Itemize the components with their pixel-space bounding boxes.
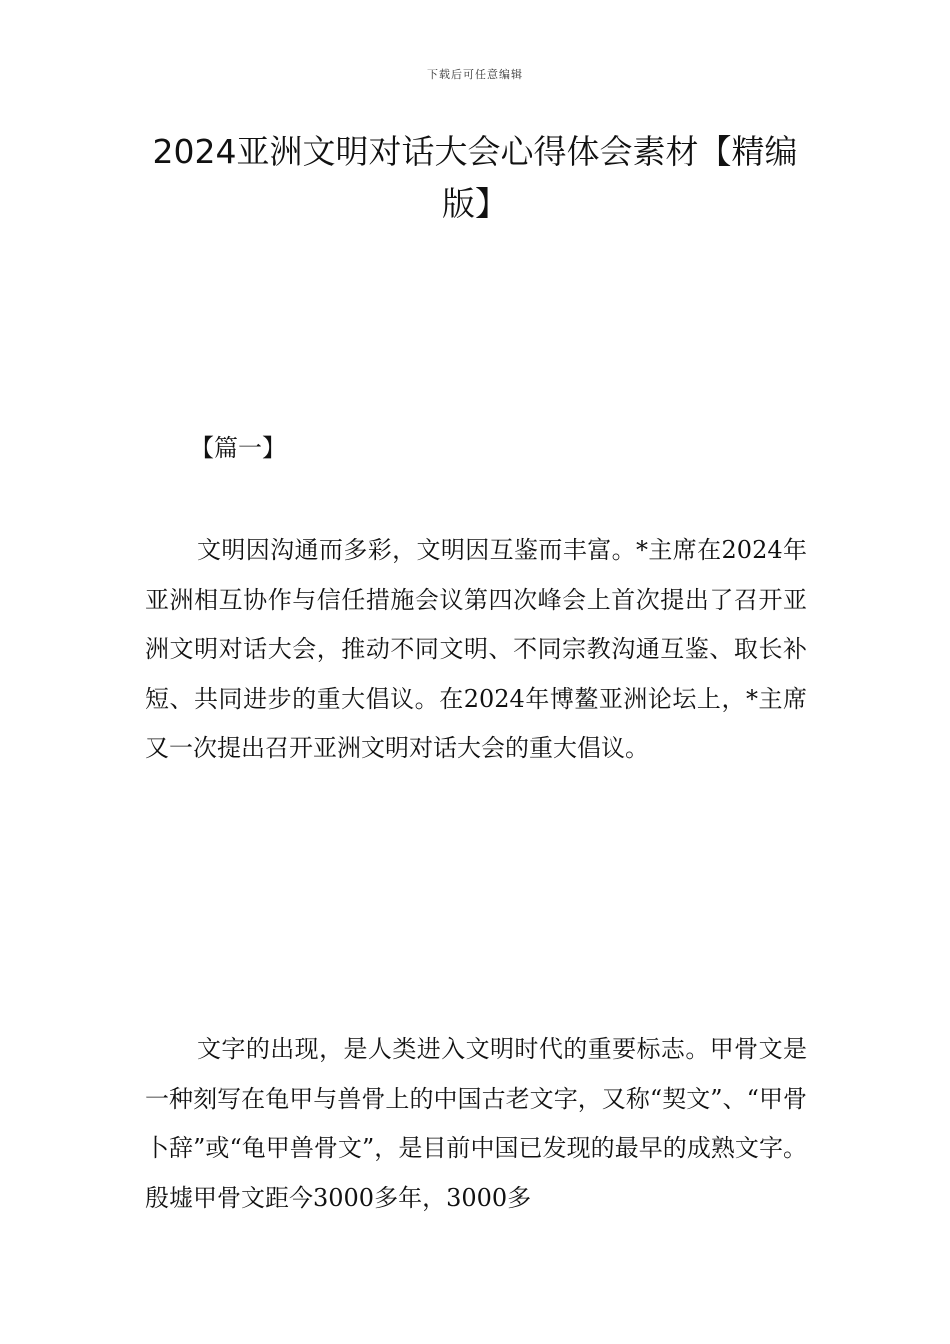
body-paragraph: 文字的出现，是人类进入文明时代的重要标志。甲骨文是一种刻写在龟甲与兽骨上的中国古老文字，又称“契文”、“甲骨卜辞”或“龟甲兽骨文”，是目前中国已发现的最早的成熟文字。殷墟甲骨文距今3000多年，3000多 [145, 1035, 807, 1212]
document-title: 2024亚洲文明对话大会心得体会素材【精编版】 [152, 132, 798, 223]
section-label: 【篇一】 [190, 434, 286, 462]
body-paragraph: 文明因沟通而多彩，文明因互鉴而丰富。*主席在2024年亚洲相互协作与信任措施会议第四次峰会上首次提出了召开亚洲文明对话大会，推动不同文明、不同宗教沟通互鉴、取长补短、共同进步的重大倡议。在2024年博鳌亚洲论坛上，*主席又一次提出召开亚洲文明对话大会的重大倡议。 [145, 536, 807, 762]
header-note: 下载后可任意编辑 [427, 68, 523, 81]
